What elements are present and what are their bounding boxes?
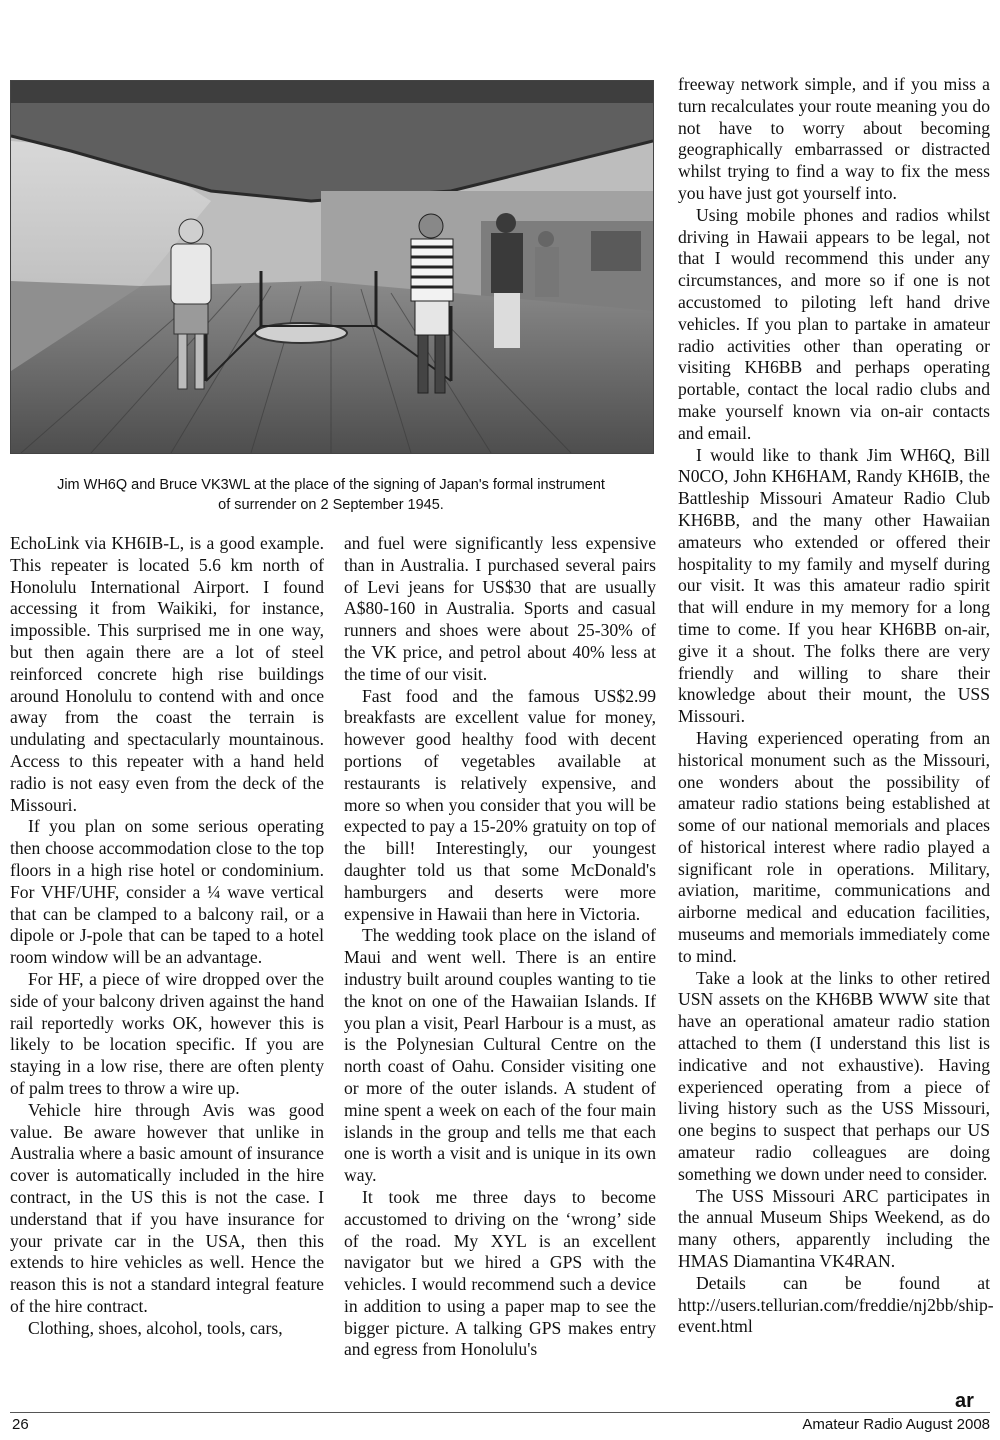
article-end-mark: ar [955,1390,974,1412]
footer-divider [10,1412,990,1413]
paragraph: If you plan on some serious operating then choose accommodation close to the top floors in a high rise hotel or condominium. For VHF/UHF, consider a ¼ wave vertical that can be clamped to a balcony rail, or a dipole or J-pole that can be taped to a hotel room window will be an advantage. [10,816,324,968]
paragraph: freeway network simple, and if you miss a turn recalculates your route meaning you do not have to worry about becoming geographically embarrassed or distracted whilst trying to find a way to fix the mess you have just got yourself into. [678,74,990,203]
paragraph: Clothing, shoes, alcohol, tools, cars, [28,1317,283,1338]
page-number: 26 [12,1416,29,1433]
paragraph: Fast food and the famous US$2.99 breakfasts are excellent value for money, however good healthy food with decent portions of vegetables available at restaurants is relatively expensive, and more so when you consider that you will be expected to pay a 15-20% gratuity on top of the bill! Interestingly, our youngest daughter told us that some McDonald's hamburgers and deserts were more expensive in Hawaii than here in Victoria. [344,685,656,924]
photo-battleship-deck [10,80,654,454]
paragraph: Vehicle hire through Avis was good value. Be aware however that unlike in Australia where a basic amount of insurance cover is automatically included in the hire contract, in the US this is not the case. I understand that if you have insurance for your private car in the USA, then this extends to hire vehicles as well. Hence the reason this is not a standard integral feature of the hire contract. [10,1099,324,1316]
paragraph: EchoLink via KH6IB-L, is a good example. This repeater is located 5.6 km north of Honolulu International Airport. I found accessing it from Waikiki, for instance, impossible. This surprised me in one way, but then again there are a lot of steel reinforced concrete high rise buildings around Honolulu to contend with and once away from the coast the terrain is undulating and spectacularly mountainous. Access to this repeater with a hand held radio is not easy even from the deck of the Missouri. [10,533,324,815]
paragraph: I would like to thank Jim WH6Q, Bill N0CO, John KH6HAM, Randy KH6IB, the Battleship Missouri Amateur Radio Club KH6BB, and the many other Hawaiian amateurs who extended or offered their hospitality to my family and myself during our visit. It was this amateur radio spirit that will endure in my memory for a long time to come. If you hear KH6BB on-air, give it a shout. The folks there are very friendly and willing to share their knowledge about their mount, the USS Missouri. [678,444,990,727]
paragraph: Using mobile phones and radios whilst driving in Hawaii appears to be legal, not that I would recommend this under any circumstances, and more so if one is not accustomed to piloting left hand drive vehicles. If you plan to partake in amateur radio activities other than operating or visiting KH6BB and perhaps operating portable, contact the local radio clubs and make yourself known via on-air contacts and email. [678,204,990,443]
article-column-1 [10,533,324,1339]
paragraph: Details can be found at http://users.tellurian.com/freddie/nj2bb/ship-event.html [678,1272,994,1337]
article-column-2 [344,533,656,1361]
publication-footer: Amateur Radio August 2008 [802,1416,990,1433]
paragraph: The USS Missouri ARC participates in the annual Museum Ships Weekend, as do many others, apparently including the HMAS Diamantina VK4RAN. [678,1185,990,1272]
paragraph: and fuel were significantly less expensive than in Australia. I purchased several pairs of Levi jeans for US$30 that are usually A$80-160 in Australia. Sports and casual runners and shoes were about 25-30% of the VK price, and petrol about 40% less at the time of our visit. [344,533,656,684]
paragraph: It took me three days to become accustomed to driving on the ‘wrong’ side of the road. My XYL is an excellent navigator but we hired a GPS with the vehicles. I would recommend such a device in addition to using a paper map to see the bigger picture. A talking GPS makes entry and egress from Honolulu's [344,1186,656,1360]
caption-line-1: Jim WH6Q and Bruce VK3WL at the place of the signing of Japan's formal instrument [57,477,605,493]
paragraph: The wedding took place on the island of Maui and went well. There is an entire industry built around couples wanting to tie the knot on one of the Hawaiian Islands. If you plan a visit, Pearl Harbour is a must, as is the Polynesian Cultural Centre on the north coast of Oahu. Consider visiting one or more of the outer islands. A student of mine spent a week on each of the four main islands in the group and tells me that each one is worth a visit and is unique in its own way. [344,925,656,1186]
photo-caption [10,475,652,515]
article-column-3 [678,74,994,1338]
caption-line-2: of surrender on 2 September 1945. [218,497,444,513]
paragraph: Having experienced operating from an historical monument such as the Missouri, one wonders about the possibility of amateur radio stations being established at some of our national memorials and places of historical interest where radio played a significant role in operations. Military, aviation, maritime, communications and airborne medical and education facilities, museums and memorials immediately come to mind. [678,727,990,966]
paragraph: Take a look at the links to other retired USN assets on the KH6BB WWW site that have an operational amateur radio station attached to them (I understand this list is indicative and not exhaustive). Having experienced operating from a piece of living history such as the USS Missouri, one begins to suspect that perhaps our US amateur radio colleagues are doing something we down under need to consider. [678,967,990,1184]
paragraph: For HF, a piece of wire dropped over the side of your balcony driven against the hand rail reportedly works OK, however this is likely to be location specific. If you are staying in a low rise, there are often plenty of palm trees to throw a wire up. [10,968,324,1098]
